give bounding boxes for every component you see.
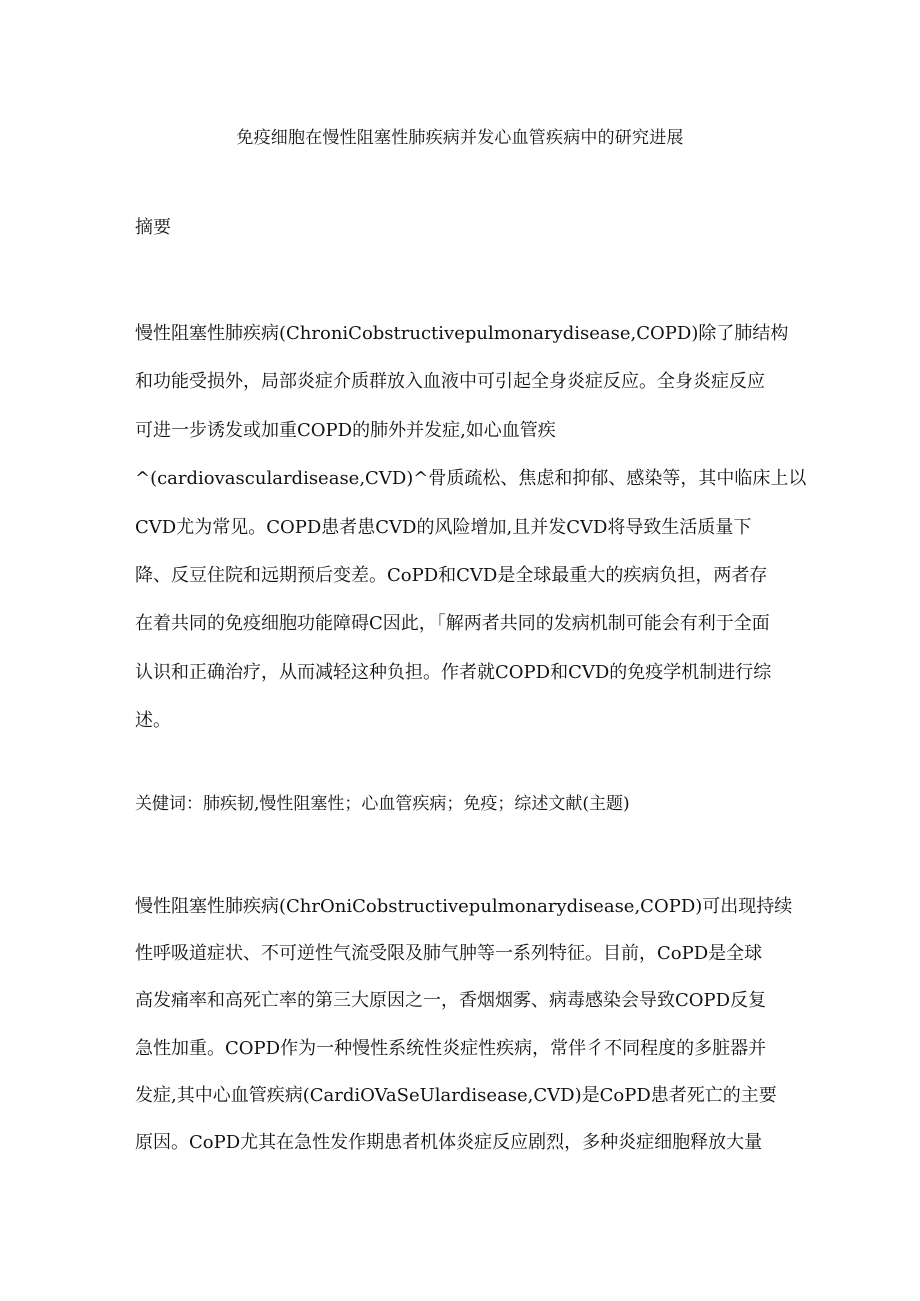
- text-line: 原因。CoPD尤其在急性发作期患者机体炎症反应剧烈，多种炎症细胞释放大量: [135, 1132, 763, 1154]
- body-paragraph: [135, 883, 795, 1166]
- text-line: 和功能受损外，局部炎症介质群放入血液中可引起全身炎症反应。全身炎症反应: [135, 371, 765, 393]
- text-line: ^(cardiovasculardisease,CVD)^骨质疏松、焦虑和抑郁、感染等，其中临床上以: [135, 468, 807, 490]
- text-line: 认识和正确治疗，从而减轻这种负担。作者就COPD和CVD的免疫学机制进行综: [135, 661, 772, 683]
- text-line: 发症,其中心血管疾病(CardiOVaSeUlardisease,CVD)是CoPD患者死亡的主要: [135, 1084, 777, 1106]
- text-line: 降、反豆住院和远期预后变差。CoPD和CVD是全球最重大的疾病负担，两者存: [135, 565, 768, 587]
- text-line: 慢性阻塞性肺疾病(ChroniCobstructivepulmonarydisease,COPD)除了肺结构: [135, 323, 789, 344]
- text-line: 性呼吸道症状、不可逆性气流受限及肺气肿等一系列特征。目前，CoPD是全球: [135, 943, 763, 965]
- keywords-line: 关健词：肺疾韧,慢性阻塞性；心血管疾病；免疫；综述文献(主题): [135, 794, 630, 814]
- text-line: 急性加重。COPD作为一种慢性系统性炎症性疾病，常伴彳不同程度的多脏器并: [135, 1037, 767, 1059]
- abstract-heading: 摘要: [135, 217, 171, 238]
- text-line: 慢性阻塞性肺疾病(ChrOniCobstructivepulmonarydisease,COPD)可出现持续: [135, 896, 793, 917]
- text-line: CVD尤为常见。COPD患者患CVD的风险增加,且并发CVD将导致生活质量下: [135, 516, 752, 538]
- abstract-paragraph: [135, 310, 807, 746]
- text-line: 可进一步诱发或加重COPD的肺外并发症,如心血管疾: [135, 419, 556, 441]
- text-line: 在着共同的免疫细胞功能障碍C因此，「解两者共同的发病机制可能会有利于全面: [135, 613, 770, 635]
- text-line: 高发痛率和高死亡率的第三大原因之一，香烟烟雾、病毒感染会导致COPD反复: [135, 990, 767, 1012]
- document-title: 免疫细胞在慢性阻塞性肺疾病并发心血管疾病中的研究进展: [236, 128, 684, 148]
- text-line: 述。: [135, 710, 171, 732]
